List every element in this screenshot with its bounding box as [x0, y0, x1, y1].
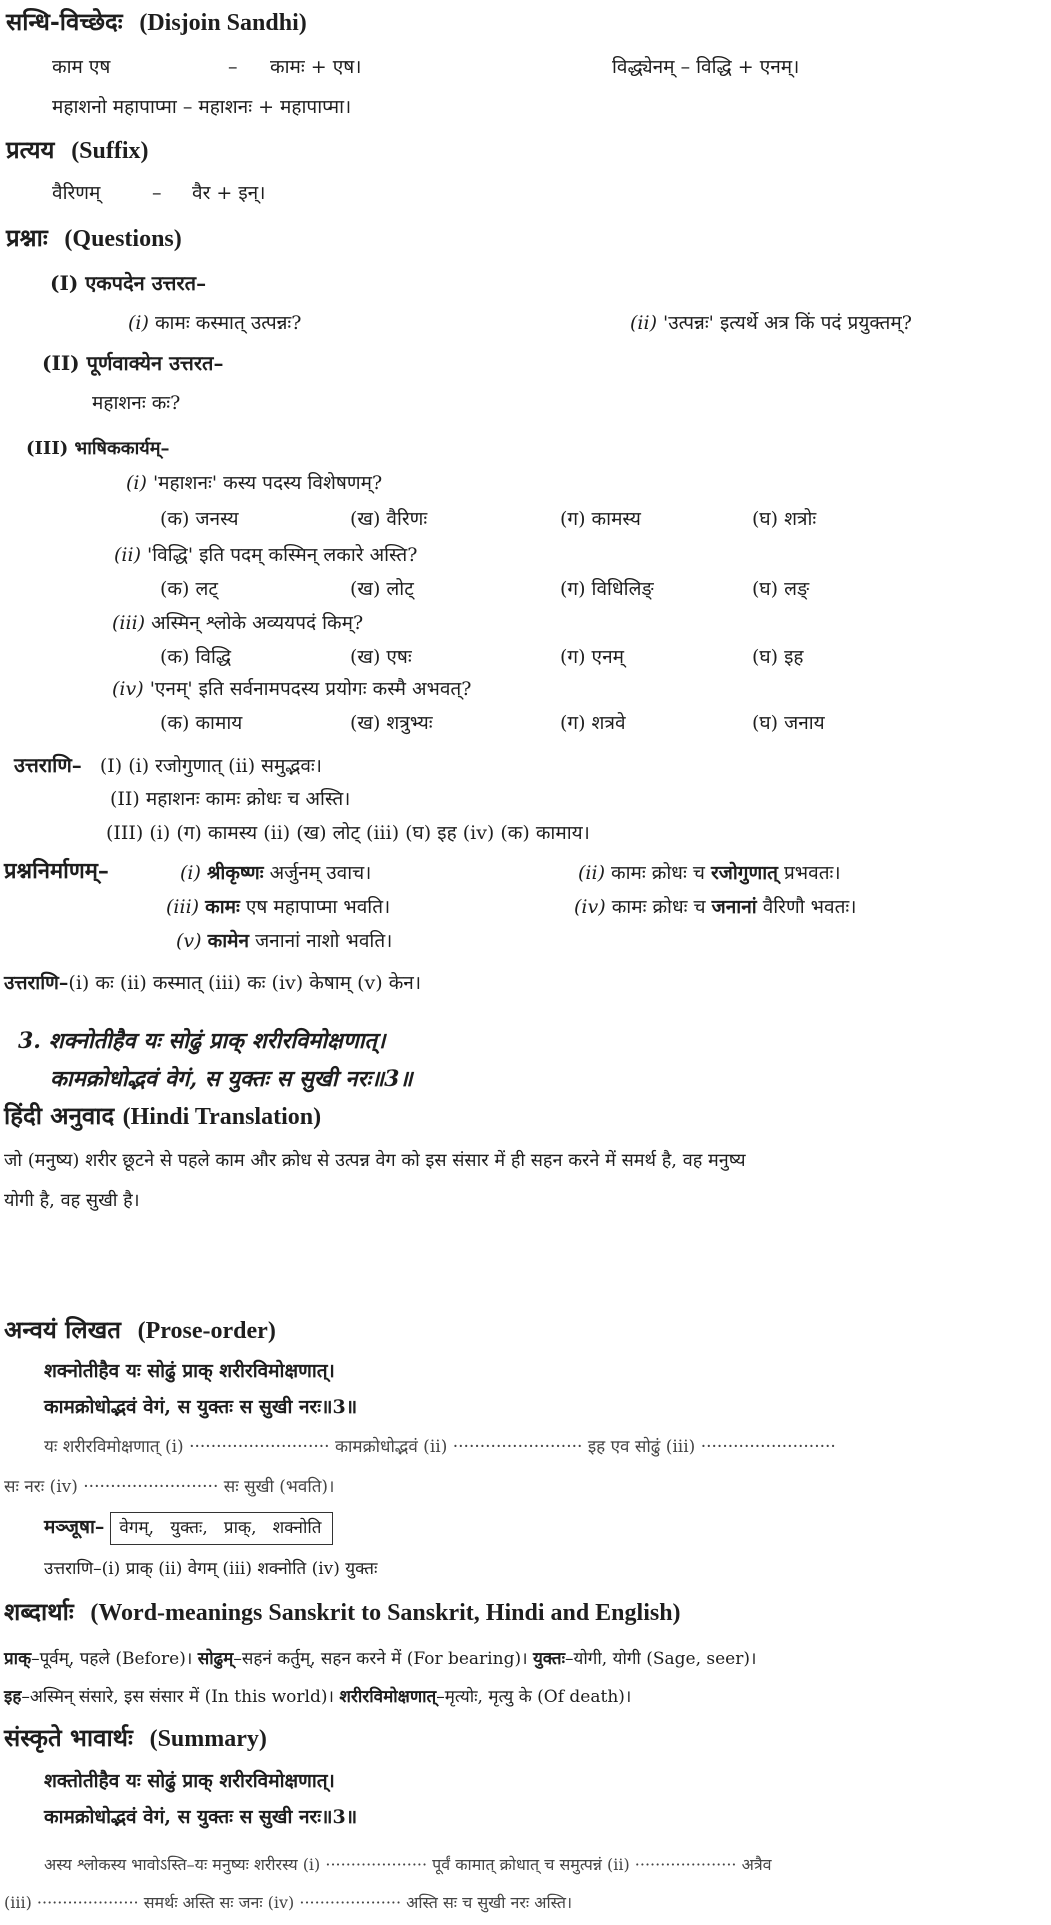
item-bold: कामेन [207, 930, 250, 952]
heading-hi: संस्कृते भावार्थः [4, 1723, 133, 1752]
answers2-block [4, 970, 421, 996]
option: (ख) वैरिणः [350, 508, 428, 530]
option-row [160, 506, 817, 532]
heading-hi: अन्वयं लिखत [4, 1315, 121, 1344]
sandhi-heading-en: (Disjoin Sandhi) [139, 10, 307, 36]
option: (ग) शत्रवे [560, 712, 626, 734]
heading-hi: हिंदी अनुवाद [4, 1101, 115, 1130]
sandhi-split: विद्धि + एनम्। [696, 56, 800, 78]
option: (घ) शत्रोः [752, 508, 817, 530]
option: (घ) इह [752, 646, 804, 668]
meaning-word: प्राक् [4, 1649, 32, 1669]
prashna-item [574, 894, 856, 920]
sandhi-dash: – [228, 56, 238, 78]
option: (ख) लोट् [350, 578, 414, 600]
part3-label: (III) भाषिककार्यम्– [26, 438, 170, 459]
suffix-word: वैरिणम् [52, 182, 101, 204]
prashna-item [578, 860, 841, 886]
anvaya-heading [4, 1314, 276, 1347]
sandhi-word: काम एष [52, 56, 111, 78]
question-item [128, 310, 301, 336]
option: (क) विद्धि [160, 646, 232, 668]
answers-block [14, 752, 322, 779]
manjusha-word-box: वेगम्, युक्तः, प्राक्, शक्नोति [110, 1512, 332, 1545]
item-num: (iii) [166, 896, 200, 918]
option: (घ) लङ् [752, 578, 810, 600]
question-num: (i) [128, 312, 149, 334]
item-bold: कामः [205, 896, 240, 918]
item-num: (ii) [578, 862, 605, 884]
heading-hi: शब्दार्थाः [4, 1597, 74, 1626]
option: (ग) एनम् [560, 646, 624, 668]
heading-en: (Prose-order) [137, 1318, 276, 1344]
item-rest: एष महापाप्मा भवति। [239, 896, 391, 918]
question-text: 'विद्धि' इति पदम् कस्मिन् लकारे अस्ति? [147, 544, 418, 566]
summary-fill-line: अस्य श्लोकस्य भावोऽस्ति–यः मनुष्यः शरीरस्य (i) ···················· पूर्वं कामात् क्रोधात् च समुत्पन्नं (ii) ···················· अत्रैव [44, 1855, 772, 1874]
shloka-line-2: कामक्रोधोद्भवं वेगं, स युक्तः स सुखी नरः॥3॥ [50, 1066, 413, 1092]
option-row [160, 576, 810, 602]
question-item [114, 542, 417, 568]
option: (ख) शत्रुभ्यः [350, 712, 433, 734]
option-row [160, 644, 804, 670]
shloka-line-1: 3. शक्नोतीहैव यः सोढुं प्राक् शरीरविमोक्षणात्। [18, 1028, 386, 1054]
suffix-dash: – [152, 182, 162, 204]
sandhi-heading [6, 6, 307, 39]
question-item [112, 610, 363, 636]
item-num: (iv) [574, 896, 606, 918]
sandhi-word: विद्ध्येनम् [612, 56, 675, 78]
summary-heading [4, 1722, 267, 1755]
heading-en: (Hindi Translation) [122, 1104, 322, 1130]
item-rest: वैरिणौ भवतः। [756, 896, 857, 918]
prashna-item [180, 860, 371, 886]
prashna-nirmanam-label: प्रश्ननिर्माणम्– [4, 858, 109, 884]
sandhi-row [52, 54, 362, 80]
questions-heading-hi: प्रश्नाः [6, 223, 48, 252]
question-text: अस्मिन् श्लोके अव्ययपदं किम्? [151, 612, 364, 634]
sandhi-split: महाशनः + महापाप्मा। [198, 96, 352, 118]
meaning-word: सोढुम् [197, 1649, 234, 1669]
answers-label: उत्तराणि– [4, 972, 69, 994]
questions-heading [6, 222, 182, 255]
heading-en: (Summary) [149, 1726, 267, 1752]
suffix-heading-hi: प्रत्यय [6, 135, 55, 164]
anvaya-fill-line: यः शरीरविमोक्षणात् (i) ·························· कामक्रोधोद्भवं (ii) ························ इह एव सोढुं (iii) ························· [44, 1437, 836, 1457]
item-num: (v) [176, 930, 202, 952]
option: (ग) विधिलिङ् [560, 578, 654, 600]
question-num: (iv) [112, 678, 144, 700]
meaning-text: –अस्मिन् संसारे, इस संसार में (In this world)। [21, 1687, 340, 1707]
answers-label: उत्तराणि– [14, 753, 82, 777]
suffix-heading-en: (Suffix) [71, 138, 149, 164]
item-rest: अर्जुनम् उवाच। [263, 862, 372, 884]
option: (ग) कामस्य [560, 508, 641, 530]
question-item: महाशनः कः? [92, 392, 181, 414]
anvaya-shloka-2: कामक्रोधोद्भवं वेगं, स युक्तः स सुखी नरः॥3॥ [44, 1396, 358, 1418]
question-num: (i) [126, 472, 147, 494]
item-bold: रजोगुणात् [710, 862, 778, 884]
item-num: (i) [180, 862, 201, 884]
anvaya-shloka-1: शक्नोतीहैव यः सोढुं प्राक् शरीरविमोक्षणात्। [44, 1360, 335, 1382]
hindi-translation-heading [4, 1100, 321, 1133]
answer-line: (III) (i) (ग) कामस्य (ii) (ख) लोट् (iii) (घ) इह (iv) (क) कामाय। [106, 822, 590, 844]
word-meanings-heading [4, 1596, 681, 1629]
sandhi-row [52, 94, 351, 120]
sandhi-row [612, 54, 799, 80]
anvaya-fill-line: सः नरः (iv) ························· सः सुखी (भवति)। [4, 1477, 335, 1497]
question-text: कामः कस्मात् उत्पन्नः? [154, 312, 302, 334]
manjusha-label: मञ्जूषा– [44, 1516, 105, 1538]
meaning-text: –योगी, योगी (Sage, seer)। [565, 1649, 757, 1669]
option: (क) कामाय [160, 712, 243, 734]
answers-text: (i) कः (ii) कस्मात् (iii) कः (iv) केषाम् (v) केन। [68, 972, 422, 994]
item-rest: जनानां नाशो भवति। [249, 930, 393, 952]
option: (ख) एषः [350, 646, 412, 668]
part2-label: (II) पूर्णवाक्येन उत्तरत– [42, 351, 224, 375]
word-meanings-line [4, 1646, 756, 1672]
meaning-text: –मृत्योः, मृत्यु के (Of death)। [436, 1687, 632, 1707]
translation-line: जो (मनुष्य) शरीर छूटने से पहले काम और क्रोध से उत्पन्न वेग को इस संसार में ही सहन करने में समर्थ है, वह मनुष्य [4, 1150, 746, 1171]
translation-line: योगी है, वह सुखी है। [4, 1190, 140, 1211]
meaning-text: –सहनं कर्तुम्, सहन करने में (For bearing)। [233, 1649, 533, 1669]
option: (क) जनस्य [160, 508, 239, 530]
prashna-item [176, 928, 392, 954]
meaning-word: इह [4, 1687, 22, 1707]
suffix-split: वैर + इन्। [192, 182, 266, 204]
prashna-item [166, 894, 390, 920]
question-num: (ii) [114, 544, 141, 566]
item-bold: जनानां [711, 896, 757, 918]
question-text: 'उत्पन्नः' इत्यर्थे अत्र किं पदं प्रयुक्तम्? [663, 312, 912, 334]
anvaya-answers: उत्तराणि–(i) प्राक् (ii) वेगम् (iii) शक्नोति (iv) युक्तः [44, 1559, 378, 1579]
option-row [160, 710, 825, 736]
question-item [112, 676, 471, 702]
meaning-word: युक्तः [532, 1649, 566, 1669]
part1-label: (I) एकपदेन उत्तरत– [50, 271, 207, 295]
summary-fill-line: (iii) ···················· समर्थः अस्ति सः जनः (iv) ···················· अस्ति सः च सुखी नरः अस्ति। [4, 1893, 573, 1912]
sandhi-split: कामः + एष। [270, 56, 362, 78]
item-pre: कामः क्रोधः च [611, 896, 712, 918]
item-rest: प्रभवतः। [777, 862, 841, 884]
sandhi-dash: – [182, 96, 193, 118]
meaning-text: –पूर्वम्, पहले (Before)। [31, 1649, 198, 1669]
questions-heading-en: (Questions) [64, 226, 182, 252]
question-item [630, 310, 912, 336]
suffix-row [52, 180, 266, 206]
meaning-word: शरीरविमोक्षणात् [339, 1687, 437, 1707]
option: (क) लट् [160, 578, 218, 600]
summary-shloka-2: कामक्रोधोद्भवं वेगं, स युक्तः स सुखी नरः॥3॥ [44, 1806, 358, 1828]
option: (घ) जनाय [752, 712, 825, 734]
question-num: (iii) [112, 612, 146, 634]
sandhi-dash: – [680, 56, 691, 78]
word-meanings-line [4, 1684, 631, 1710]
answer-line: (I) (i) रजोगुणात् (ii) समुद्भवः। [99, 755, 322, 777]
manjusha [44, 1512, 333, 1545]
answer-line: (II) महाशनः कामः क्रोधः च अस्ति। [110, 788, 351, 810]
item-pre: कामः क्रोधः च [611, 862, 711, 884]
heading-en: (Word-meanings Sanskrit to Sanskrit, Hindi and English) [90, 1600, 681, 1626]
suffix-heading [6, 134, 149, 167]
question-text: 'महाशनः' कस्य पदस्य विशेषणम्? [152, 472, 383, 494]
summary-shloka-1: शक्तोतीहैव यः सोढुं प्राक् शरीरविमोक्षणात्। [44, 1770, 335, 1792]
item-bold: श्रीकृष्णः [206, 862, 264, 884]
sandhi-heading-hi: सन्धि-विच्छेदः [6, 7, 123, 36]
question-num: (ii) [630, 312, 657, 334]
sandhi-word: महाशनो महापाप्मा [52, 96, 177, 118]
question-text: 'एनम्' इति सर्वनामपदस्य प्रयोगः कस्मै अभवत्? [149, 678, 472, 700]
question-item [126, 470, 382, 496]
